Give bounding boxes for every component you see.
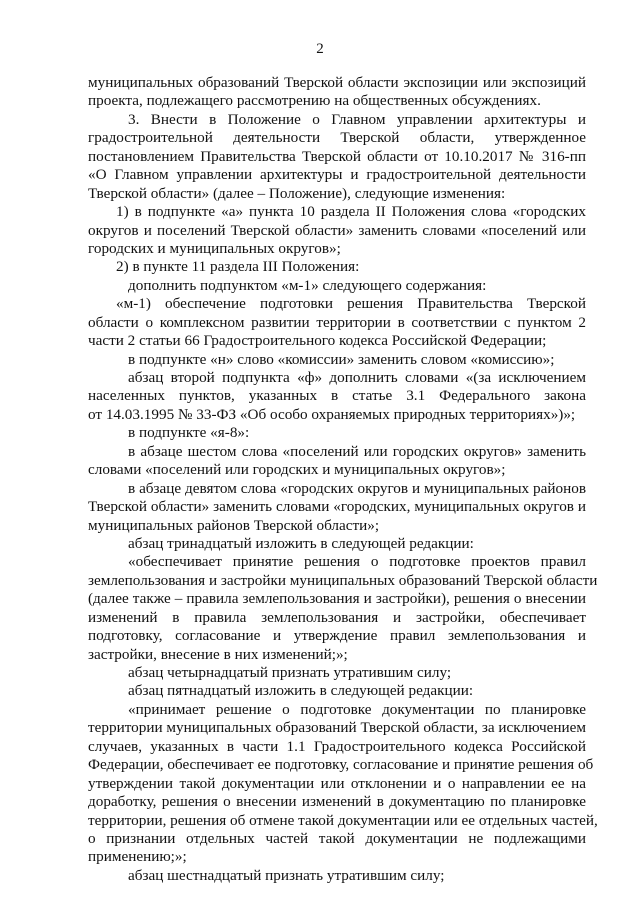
text-line: подготовку, согласование и утверждение правил землепользования и	[88, 627, 586, 645]
text-line: территории муниципальных образований Тверской области, за исключением	[88, 719, 586, 737]
text-line: утверждении такой документации или отклонении и о направлении ее на	[88, 774, 586, 792]
text-line: Тверской области» заменить словами «городских, муниципальных округов и	[88, 498, 586, 516]
text-line: словами «поселений или городских и муниципальных округов»;	[88, 461, 506, 479]
text-line: округов и поселений Тверской области» заменить словами «поселений или	[88, 221, 586, 239]
text-line: изменений в правила землепользования и застройки, обеспечивает	[88, 608, 586, 626]
text-line: дополнить подпунктом «м-1» следующего содержания:	[128, 276, 487, 294]
text-line: «О Главном управлении архитектуры и градостроительной деятельности	[88, 166, 586, 184]
text-line: в подпункте «н» слово «комиссии» заменить словом «комиссию»;	[128, 350, 555, 368]
text-line: (далее также – правила землепользования и застройки), решения о внесении	[88, 590, 586, 608]
text-line: абзац пятнадцатый изложить в следующей редакции:	[128, 682, 474, 700]
text-line: применению;»;	[88, 848, 187, 866]
text-line: в абзаце девятом слова «городских округов и муниципальных районов	[128, 479, 586, 497]
text-line: Федерации, обеспечивает ее подготовку, согласование и принятие решения об	[88, 756, 594, 774]
text-line: постановлением Правительства Тверской области от 10.10.2017 № 316-пп	[88, 147, 586, 165]
text-line: «обеспечивает принятие решения о подготовке проектов правил	[128, 553, 586, 571]
text-line: Тверской области» (далее – Положение), следующие изменения:	[88, 184, 506, 202]
text-line: 2) в пункте 11 раздела III Положения:	[116, 258, 360, 276]
page-number: 2	[316, 41, 324, 57]
text-line: муниципальных районов Тверской области»;	[88, 516, 380, 534]
text-line: «м-1) обеспечение подготовки решения Правительства Тверской	[116, 295, 586, 313]
text-line: 1) в подпункте «а» пункта 10 раздела II Положения слова «городских	[116, 203, 586, 221]
document-body	[88, 74, 598, 885]
text-line: землепользования и застройки муниципальных образований Тверской области	[88, 571, 598, 589]
text-line: случаев, указанных в части 1.1 Градостроительного кодекса Российской	[88, 737, 586, 755]
text-line: проекта, подлежащего рассмотрению на общественных обсуждениях.	[88, 92, 541, 110]
text-line: абзац четырнадцатый признать утратившим силу;	[128, 664, 452, 681]
text-line: территории, решения об отмене такой документации или ее отдельных частей,	[88, 811, 598, 829]
text-line: абзац второй подпункта «ф» дополнить словами «(за исключением	[128, 369, 586, 386]
text-line: о признании отдельных частей такой документации не подлежащими	[88, 829, 586, 847]
text-line: градостроительной деятельности Тверской области, утвержденное	[88, 129, 586, 147]
text-line: от 14.03.1995 № 33-ФЗ «Об особо охраняемых природных территориях»)»;	[88, 405, 576, 423]
text-line: «принимает решение о подготовке документации по планировке	[128, 700, 586, 718]
text-line: абзац шестнадцатый признать утратившим силу;	[128, 866, 445, 884]
text-line: застройки, внесение в них изменений;»;	[88, 645, 348, 663]
text-line: населенных пунктов, указанных в статье 3.1 Федерального закона	[88, 387, 586, 405]
text-line: в абзаце шестом слова «поселений или городских округов» заменить	[128, 442, 586, 460]
text-line: абзац тринадцатый изложить в следующей редакции:	[128, 534, 474, 552]
text-line: доработку, решения о внесении изменений в документацию по планировке	[88, 793, 586, 811]
text-line: городских и муниципальных округов»;	[88, 239, 341, 257]
text-line: части 2 статьи 66 Градостроительного кодекса Российской Федерации;	[88, 332, 547, 350]
text-line: области о комплексном развитии территории в соответствии с пунктом 2	[88, 313, 586, 331]
text-line: 3. Внести в Положение о Главном управлении архитектуры и	[128, 110, 586, 128]
text-line: муниципальных образований Тверской области экспозиции или экспозиций	[88, 74, 586, 91]
text-line: в подпункте «я-8»:	[128, 424, 250, 442]
